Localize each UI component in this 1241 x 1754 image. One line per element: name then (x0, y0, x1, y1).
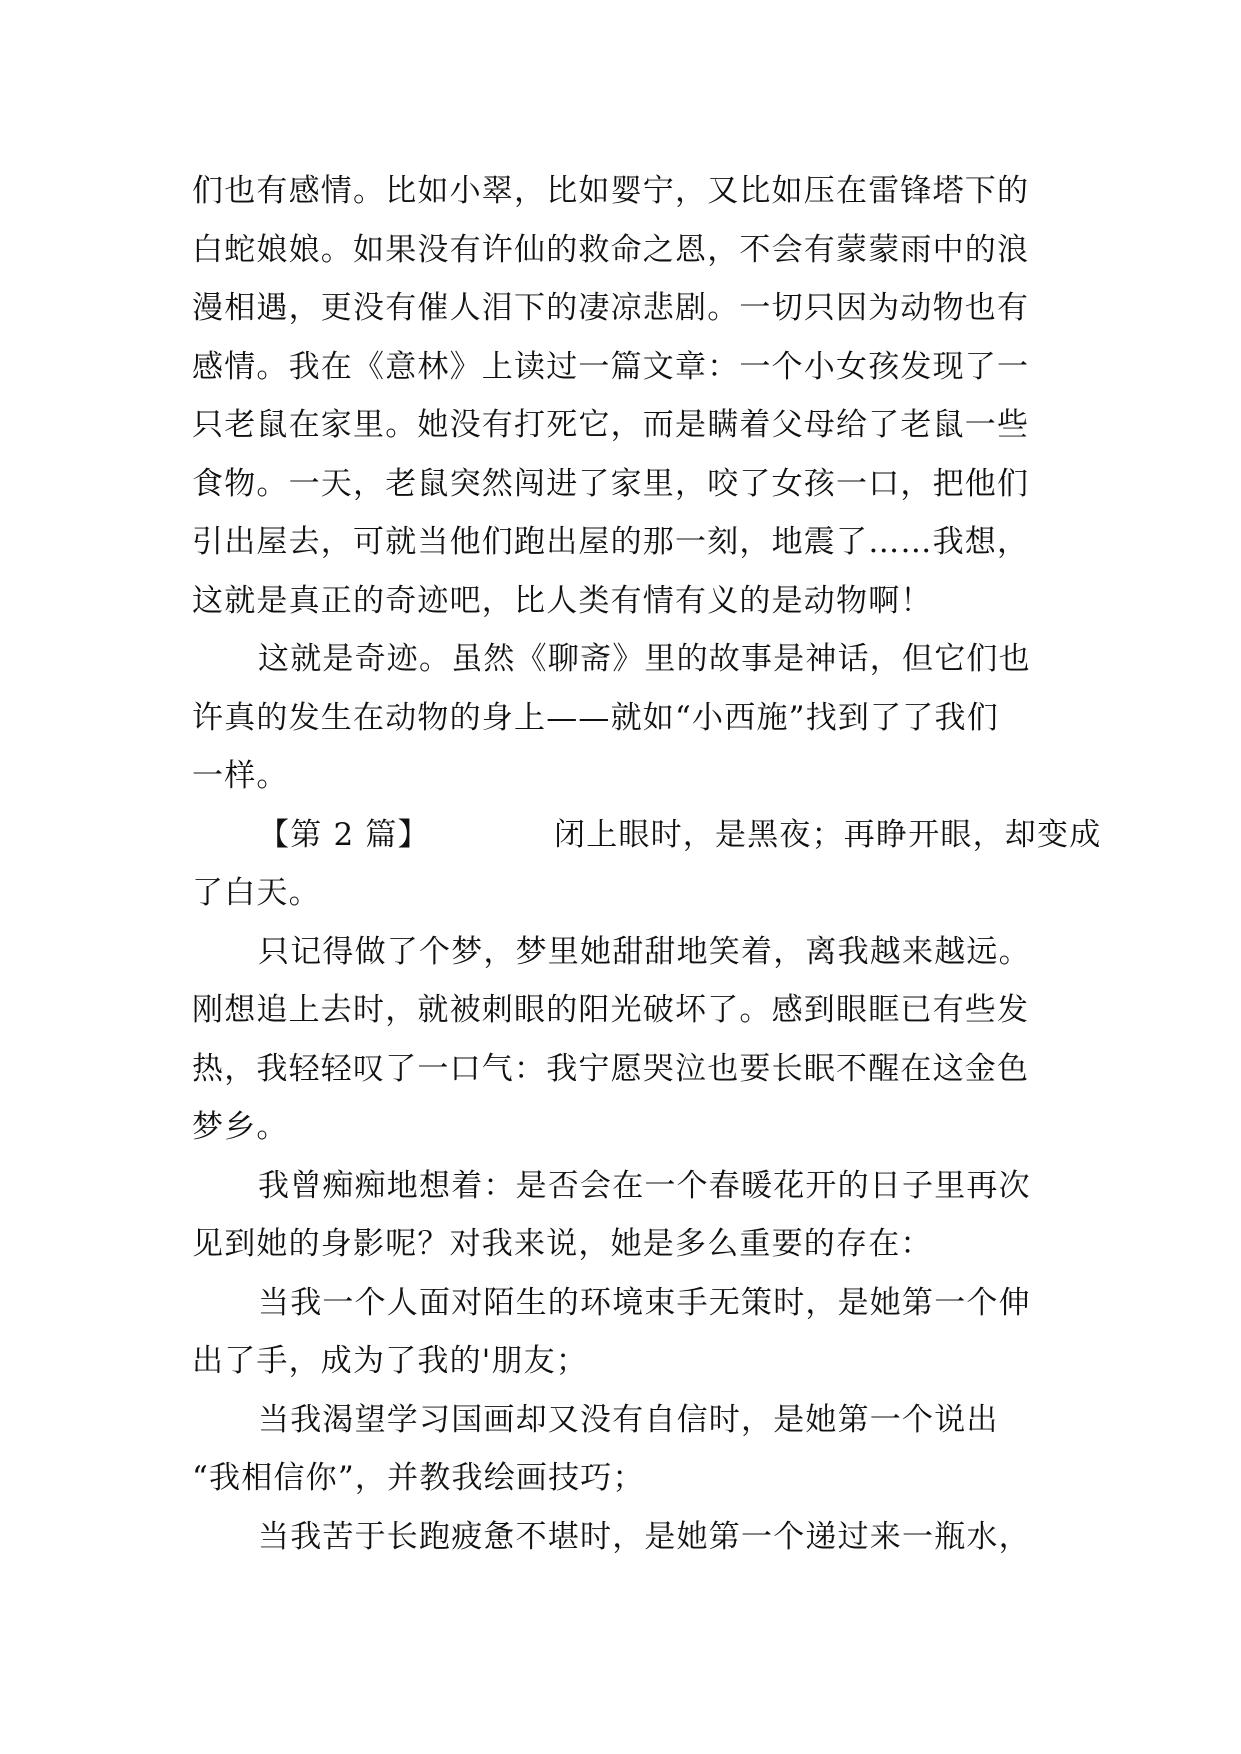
paragraph-start-line: 当我苦于长跑疲惫不堪时，是她第一个递过来一瓶水， (258, 1518, 1031, 1555)
text-line: 这就是真正的奇迹吧，比人类有情有义的是动物啊！ (192, 582, 933, 619)
paragraph-start-line: 这就是奇迹。虽然《聊斋》里的故事是神话，但它们也 (258, 641, 1031, 677)
paragraph-start-line: 当我渴望学习国画却又没有自信时，是她第一个说出 (258, 1401, 999, 1438)
text-line: 刚想追上去时，就被刺眼的阳光破坏了。感到眼眶已有些发 (192, 992, 1030, 1028)
text-line: 们也有感情。比如小翠，比如婴宁，又比如压在雷锋塔下的 (192, 173, 1030, 209)
text-line: 热，我轻轻叹了一口气：我宁愿哭泣也要长眠不醒在这金色 (192, 1050, 1030, 1087)
document-page (192, 162, 1102, 1566)
paragraph-start-line: 我曾痴痴地想着：是否会在一个春暖花开的日子里再次 (258, 1167, 1031, 1204)
paragraph-start-line: 只记得做了个梦，梦里她甜甜地笑着，离我越来越远。 (258, 933, 1031, 970)
text-line: 梦乡。 (192, 1109, 289, 1145)
section-heading-line (192, 806, 1102, 865)
text-line: 食物。一天，老鼠突然闯进了家里，咬了女孩一口，把他们 (192, 465, 1030, 502)
section-tag: 【第 2 篇】 (258, 816, 430, 853)
paragraph-start-line: 当我一个人面对陌生的环境束手无策时，是她第一个伸 (258, 1284, 1031, 1321)
text-line: 了白天。 (192, 875, 321, 911)
text-line: 许真的发生在动物的身上——就如“小西施”找到了了我们 (192, 699, 999, 736)
text-line: 感情。我在《意林》上读过一篇文章：一个小女孩发现了一 (192, 348, 1030, 385)
text-line: 引出屋去，可就当他们跑出屋的那一刻，地震了……我想， (192, 524, 1030, 560)
text-line: 白蛇娘娘。如果没有许仙的救命之恩，不会有蒙蒙雨中的浪 (192, 231, 1030, 268)
text-line: 漫相遇，更没有催人泪下的凄凉悲剧。一切只因为动物也有 (192, 290, 1030, 326)
section-first-sentence: 闭上眼时，是黑夜；再睁开眼，却变成 (554, 816, 1102, 853)
text-line: 只老鼠在家里。她没有打死它，而是瞒着父母给了老鼠一些 (192, 407, 1030, 443)
text-line: “我相信你”，并教我绘画技巧； (192, 1460, 645, 1496)
text-line: 一样。 (192, 758, 289, 794)
text-line: 出了手，成为了我的'朋友； (192, 1343, 589, 1379)
text-line: 见到她的身影呢？对我来说，她是多么重要的存在： (192, 1226, 933, 1262)
